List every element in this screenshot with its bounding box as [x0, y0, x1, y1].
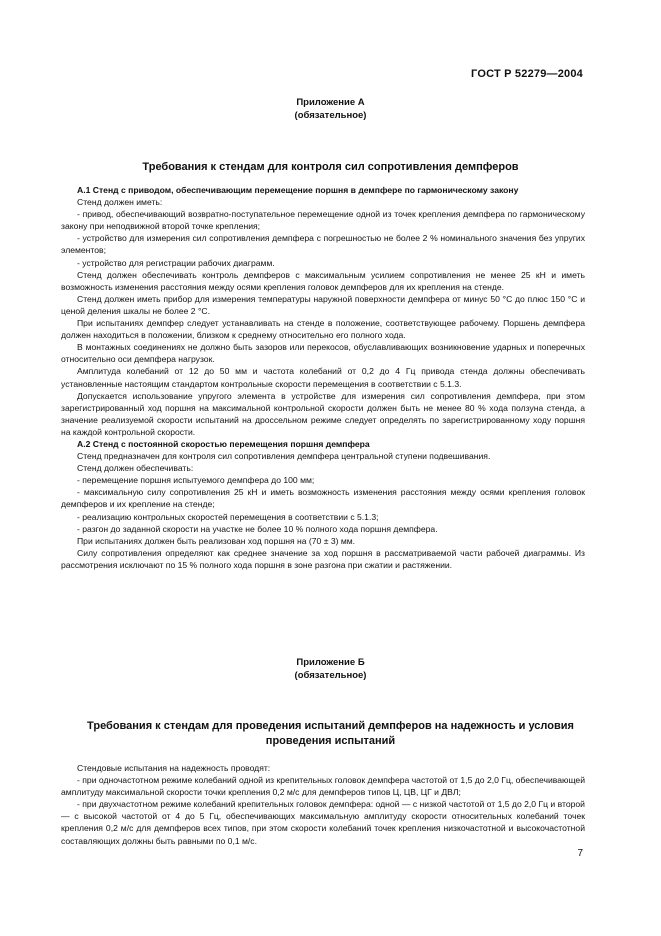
section-a1-heading: А.1 Стенд с приводом, обеспечивающим перемещение поршня в демпфере по гармоническому закону — [77, 185, 519, 195]
annex-b-body — [61, 762, 585, 847]
page-number: 7 — [577, 848, 583, 859]
section-a2-heading: А.2 Стенд с постоянной скоростью перемещения поршня демпфера — [77, 438, 370, 449]
list-item: - максимальную силу сопротивления 25 кН и иметь возможность изменения расстояния между осями крепления головок демпферов и их крепление на стенде; — [61, 487, 585, 510]
paragraph: При испытаниях демпфер следует устанавливать на стенде в положение, соответствующее рабочему. Поршень демпфера должен находиться в положении, близком к среднему относительно его полного хода. — [61, 318, 585, 341]
paragraph: Стенд должен обеспечивать контроль демпферов с максимальным усилием сопротивления не менее 25 кН и иметь возможность изменения расстояния между осями крепления головок демпферов для их крепления на стенде. — [61, 269, 585, 292]
annex-a-title: Приложение А — [296, 97, 365, 108]
paragraph: При испытаниях должен быть реализован ход поршня на (70 ± 3) мм. — [77, 535, 356, 546]
annex-b-heading-line2: проведения испытаний — [265, 735, 396, 747]
list-item: - привод, обеспечивающий возвратно-поступательное перемещение одной из точек крепления демпфера по гармоническому закону при неподвижной второй точке крепления; — [61, 209, 585, 232]
paragraph: Стенд должен иметь прибор для измерения температуры наружной поверхности демпфера от минус 50 °С до плюс 150 °С и ценой деления шкалы не более 2 °С. — [61, 293, 585, 316]
annex-b-status: (обязательное) — [294, 670, 367, 681]
annex-a-heading: Требования к стендам для контроля сил сопротивления демпферов — [142, 161, 519, 173]
paragraph: Амплитуда колебаний от 12 до 50 мм и частота колебаний от 0,2 до 4 Гц привода стенда должны обеспечивать установленные настоящим стандартом контрольные скорости перемещения в соответствии с 5.1.3. — [61, 366, 585, 389]
list-item: - устройство для измерения сил сопротивления демпфера с погрешностью не более 2 % номинального значения без упругих элементов; — [61, 233, 585, 256]
annex-b-title: Приложение Б — [296, 657, 365, 668]
list-item: - разгон до заданной скорости на участке не более 10 % полного хода поршня демпфера. — [77, 523, 438, 534]
annex-a-status: (обязательное) — [294, 110, 367, 121]
paragraph: Стендовые испытания на надежность проводят: — [77, 763, 271, 773]
paragraph: Стенд должен обеспечивать: — [77, 463, 194, 474]
list-item: - перемещение поршня испытуемого демпфера до 100 мм; — [77, 475, 315, 486]
list-item: - при одночастотном режиме колебаний одной из крепительных головок демпфера частотой от 1,5 до 2,0 Гц, обеспечивающей амплитуду максимальной скорости точки крепления 0,2 м/с для демпферов типов Ц, ЦВ, ЦГ и ДВЛ; — [61, 775, 585, 798]
annex-a-body — [61, 184, 585, 571]
paragraph: Стенд предназначен для контроля сил сопротивления демпфера центральной ступени подвешивания. — [77, 451, 491, 462]
annex-b-heading-line1: Требования к стендам для проведения испытаний демпферов на надежность и условия — [87, 720, 574, 732]
paragraph: Силу сопротивления определяют как среднее значение за ход поршня в рассматриваемой части рабочей диаграммы. Из рассмотрения исключают по 15 % полного хода поршня в зоне разгона при сжатии и растяжении. — [61, 547, 585, 570]
paragraph: Стенд должен иметь: — [77, 197, 163, 208]
list-item: - устройство для регистрации рабочих диаграмм. — [77, 257, 275, 268]
document-code: ГОСТ Р 52279—2004 — [471, 68, 583, 80]
paragraph: Допускается использование упругого элемента в устройстве для измерения сил сопротивления демпфера, при этом зарегистрированный ход поршня на максимальной контрольной скорости должен быть не менее 80 % хода ползуна стенда, а значение реализуемой скорости испытаний на дроссельном режиме следует определять по зарегистрированному ходу поршня на каждой контрольной скорости. — [61, 390, 585, 437]
paragraph: В монтажных соединениях не должно быть зазоров или перекосов, обуславливающих возникновение ударных и поперечных относительно оси демпфера нагрузок. — [61, 342, 585, 365]
list-item: - реализацию контрольных скоростей перемещения в соответствии с 5.1.3; — [77, 511, 379, 522]
list-item: - при двухчастотном режиме колебаний крепительных головок демпфера: одной — с низкой частотой от 1,5 до 2,0 Гц и второй — с высокой частотой от 4 до 5 Гц, обеспечивающих максимальную амплитуду скорости относительных колебаний точек крепления 0,2 м/с для демпферов всех типов, при этом скорости колебаний точек крепления низкочастотной и высокочастотной составляющих должны быть равными по 0,1 м/с. — [61, 799, 585, 846]
